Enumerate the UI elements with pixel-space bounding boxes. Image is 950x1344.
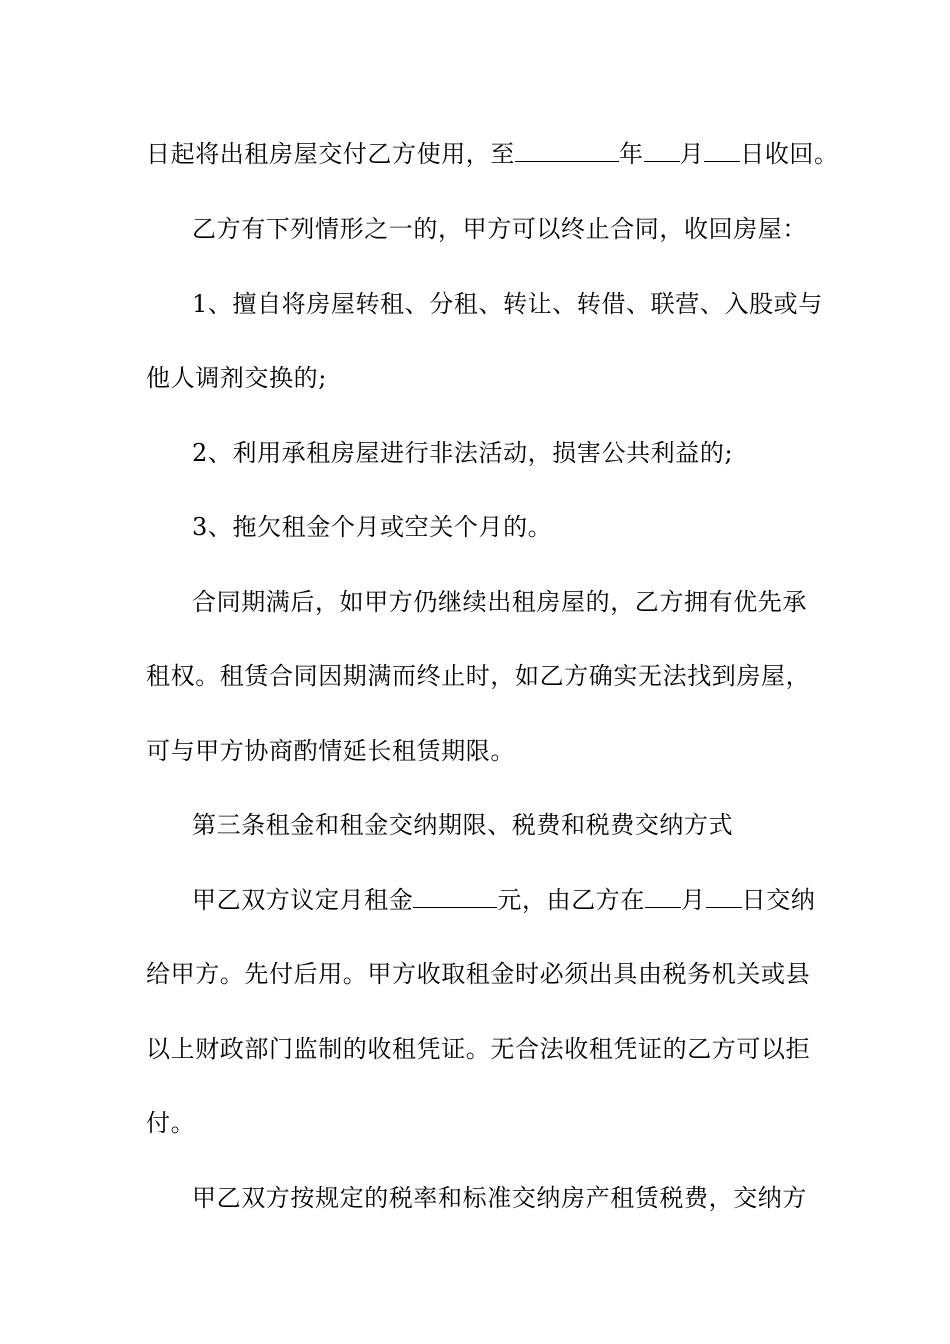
fill-blank-month [644,139,680,162]
section-heading-article-3: 第三条租金和租金交纳期限、税费和税费交纳方式 [192,811,734,839]
paragraph-line-11 [192,884,832,916]
paragraph-line-12: 给甲方。先付后用。甲方收取租金时必须出具由税务机关或县 [146,960,811,988]
paragraph-line-2: 乙方有下列情形之一的，甲方可以终止合同，收回房屋： [192,215,807,243]
paragraph-line-13: 以上财政部门监制的收租凭证。无合法收租凭证的乙方可以拒 [146,1035,811,1063]
fill-blank-year [515,139,619,162]
paragraph-line-8: 租权。租赁合同因期满而终止时，如乙方确实无法找到房屋， [146,662,811,690]
fill-blank-pay-month [645,885,681,908]
line-11-month-label: 月 [681,886,706,914]
paragraph-line-6: 3、拖欠租金个月或空关个月的。 [192,513,553,541]
paragraph-line-14: 付。 [146,1109,196,1137]
line-1-text-start: 日起将出租房屋交付乙方使用，至 [146,140,515,168]
paragraph-line-1 [146,138,839,170]
fill-blank-day [704,139,740,162]
paragraph-line-15: 甲乙双方按规定的税率和标准交纳房产租赁税费，交纳方 [192,1184,807,1212]
line-1-year-label: 年 [619,140,644,168]
paragraph-line-9: 可与甲方协商酌情延长租赁期限。 [146,737,515,765]
fill-blank-pay-day [706,885,742,908]
paragraph-line-4: 他人调剂交换的; [146,364,327,392]
line-1-text-end: 日收回。 [740,140,839,168]
paragraph-line-5: 2、利用承租房屋进行非法活动，损害公共利益的; [192,439,734,467]
line-11-text-start: 甲乙双方议定月租金 [192,886,414,914]
line-1-month-label: 月 [679,140,705,168]
paragraph-line-3: 1、擅自将房屋转租、分租、转让、转借、联营、入股或与 [192,290,823,318]
fill-blank-rent-amount [413,885,497,908]
paragraph-line-7: 合同期满后，如甲方仍继续出租房屋的，乙方拥有优先承 [192,588,807,616]
line-11-text-end: 日交纳 [741,886,816,914]
line-11-yuan-label: 元，由乙方在 [497,886,646,914]
